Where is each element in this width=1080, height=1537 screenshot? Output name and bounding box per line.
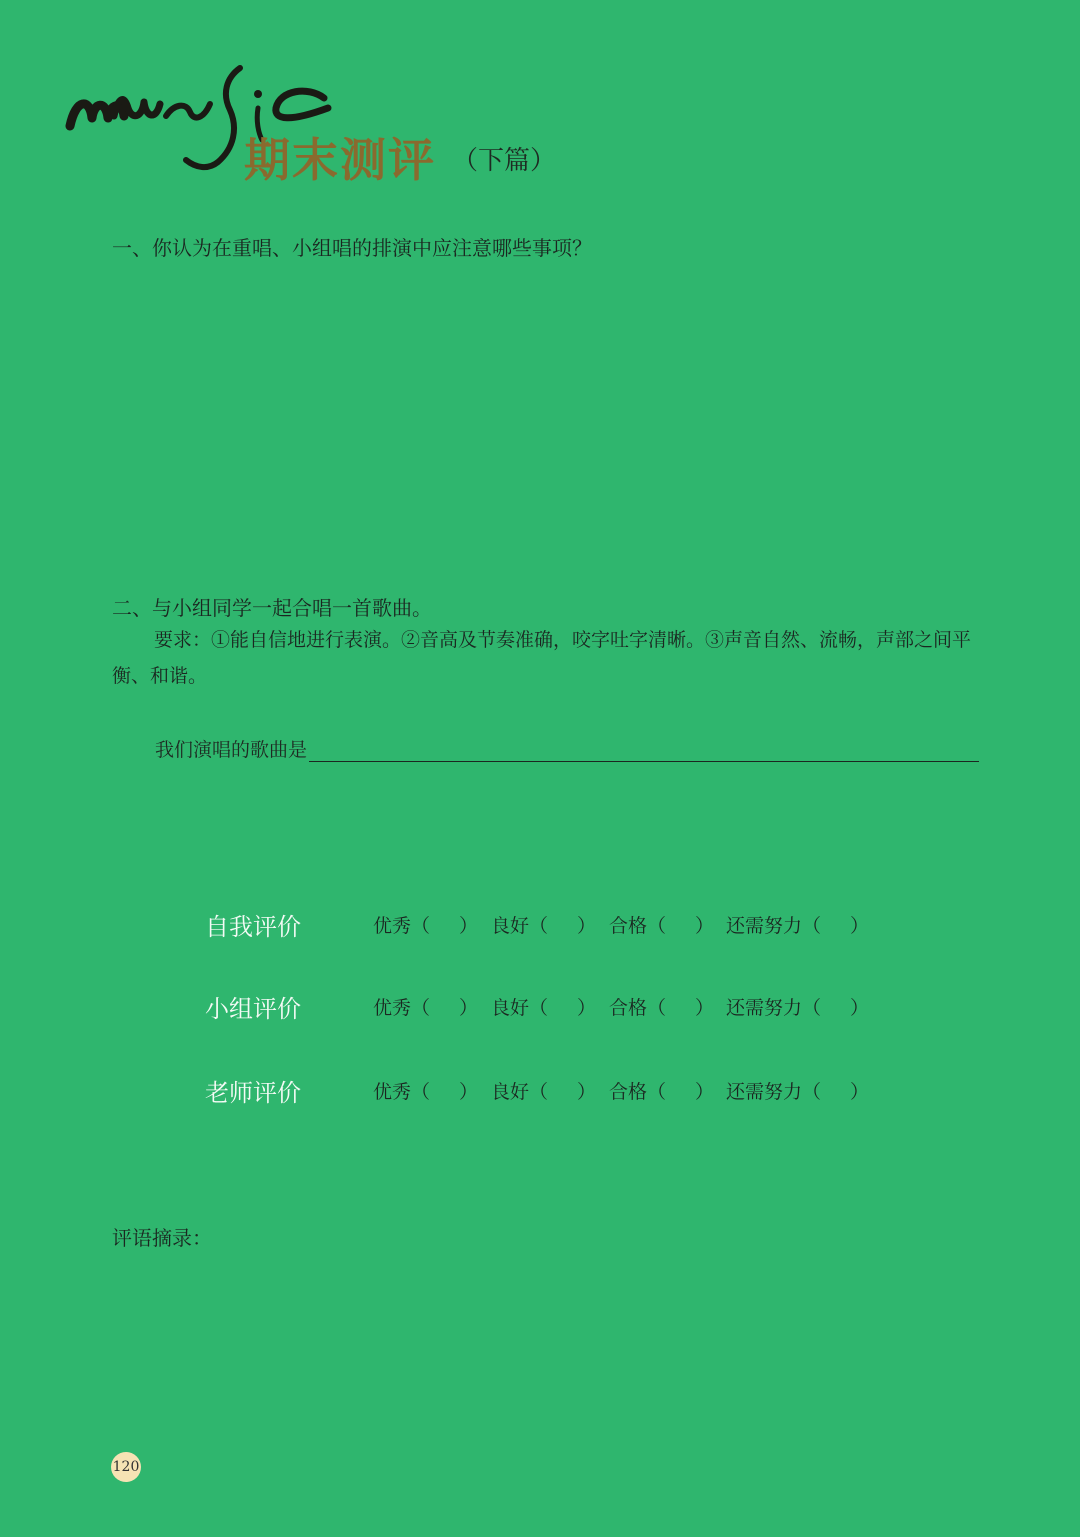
option-excellent[interactable]: 优秀（ ） [373, 914, 479, 937]
option-good[interactable]: 良好（ ） [491, 996, 597, 1019]
option-needs-effort[interactable]: 还需努力（ ） [726, 914, 870, 937]
option-pass[interactable]: 合格（ ） [609, 1080, 715, 1103]
page-number-badge: 120 [111, 1452, 141, 1482]
eval-row-group [205, 986, 886, 1026]
eval-label: 自我评价 [205, 912, 301, 941]
option-excellent[interactable]: 优秀（ ） [373, 1080, 479, 1103]
question-2: 二、与小组同学一起合唱一首歌曲。 [112, 596, 432, 620]
eval-label: 小组评价 [205, 994, 301, 1023]
song-row [155, 730, 979, 762]
page-subtitle: （下篇） [452, 146, 557, 176]
eval-row-teacher [205, 1070, 886, 1110]
song-answer-line[interactable] [309, 735, 979, 762]
page-title: 期末测评 [244, 133, 436, 187]
option-good[interactable]: 良好（ ） [491, 914, 597, 937]
question-1: 一、你认为在重唱、小组唱的排演中应注意哪些事项？ [112, 236, 592, 260]
comments-label: 评语摘录： [112, 1226, 212, 1250]
option-excellent[interactable]: 优秀（ ） [373, 996, 479, 1019]
option-good[interactable]: 良好（ ） [491, 1080, 597, 1103]
requirements-text: 要求：①能自信地进行表演。②音高及节奏准确，咬字吐字清晰。③声音自然、流畅，声部之间平衡、和谐。 [112, 629, 972, 687]
song-label: 我们演唱的歌曲是 [155, 739, 308, 761]
option-pass[interactable]: 合格（ ） [609, 914, 715, 937]
option-needs-effort[interactable]: 还需努力（ ） [726, 1080, 870, 1103]
eval-label: 老师评价 [205, 1078, 301, 1107]
eval-row-self [205, 904, 886, 944]
option-pass[interactable]: 合格（ ） [609, 996, 715, 1019]
option-needs-effort[interactable]: 还需努力（ ） [726, 996, 870, 1019]
